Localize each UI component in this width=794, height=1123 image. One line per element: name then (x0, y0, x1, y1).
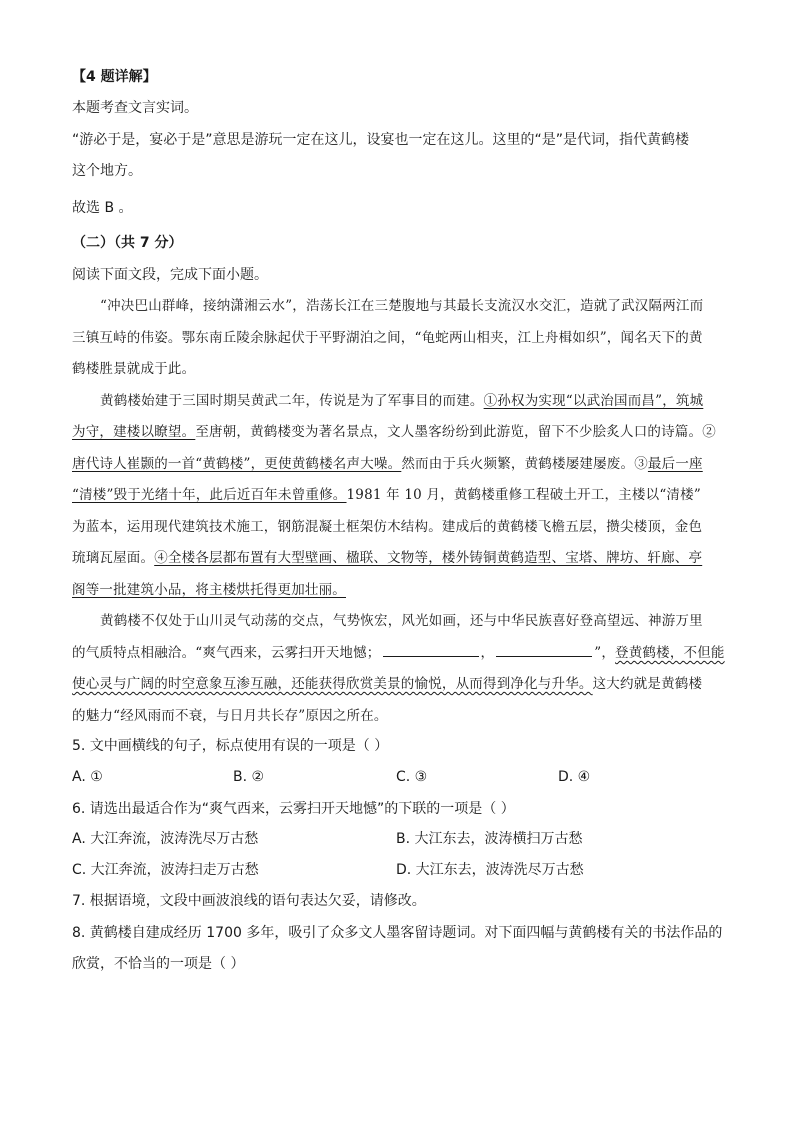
q6-option-d[interactable]: D. 大江东去，波涛洗尽万古愁 (396, 862, 584, 878)
passage-p2-line-2 (72, 423, 716, 441)
part-heading: （二）（共 7 分） (72, 235, 183, 251)
wavy-sentence: 登黄鹤楼，不但能 (615, 645, 725, 661)
passage-text: 黄鹤楼始建于三国时期吴黄武二年，传说是为了军事目的而建。 (100, 393, 484, 409)
q5-option-a[interactable]: A. ① (72, 769, 103, 785)
passage-p2-line-7 (72, 581, 346, 599)
question-8-line-1: 8. 黄鹤楼自建成经历 1700 多年，吸引了众多文人墨客留诗题词。对下面四幅与黄鹤楼有关的书法作品的 (72, 925, 723, 941)
passage-p3-line-3 (72, 675, 702, 693)
underlined-sentence-3-end: “清楼”毁于光绪十年，此后近百年未曾重修。 (72, 487, 347, 503)
section-intro: 本题考查文言实词。 (72, 100, 198, 116)
blank-separator: ， (480, 645, 495, 661)
passage-p1-line-3: 鹤楼胜景就成于此。 (72, 361, 196, 377)
underlined-sentence-2: 唐代诗人崔颢的一首“黄鹤楼”，更使黄鹤楼名声大噪。 (72, 456, 402, 472)
passage-p3-line-1: 黄鹤楼不仅处于山川灵气动荡的交点，气势恢宏，风光如画，还与中华民族喜好登高望远、神游万里 (100, 613, 703, 629)
passage-text: 然而由于兵火频繁，黄鹤楼屡建屡废。③ (401, 456, 648, 472)
passage-p2-line-3 (72, 455, 703, 473)
passage-text: 琉璃瓦屋面。 (72, 550, 155, 566)
answer-line: 故选 B 。 (72, 200, 133, 216)
underlined-sentence-4-end: 阁等一批建筑小品，将主楼烘托得更加壮丽。 (72, 582, 346, 598)
q6-option-c[interactable]: C. 大江奔流，波涛扫走万古愁 (72, 862, 259, 878)
q5-option-b[interactable]: B. ② (233, 769, 265, 785)
underlined-sentence-4: ④全楼各层都布置有大型壁画、楹联、文物等，楼外铸铜黄鹤造型、宝塔、牌坊、轩廊、亭 (154, 550, 703, 566)
passage-text: 这大约就是黄鹤楼 (592, 676, 703, 692)
q6-option-b[interactable]: B. 大江东去，波涛横扫万古愁 (396, 831, 583, 847)
fill-blank-1[interactable] (383, 644, 479, 657)
explanation-line-2: 这个地方。 (72, 163, 142, 179)
q5-option-d[interactable]: D. ④ (558, 769, 591, 785)
section-heading: 【4 题详解】 (72, 69, 157, 85)
fill-blank-2[interactable] (496, 644, 592, 657)
passage-text: ”， (594, 645, 616, 661)
q6-option-a[interactable]: A. 大江奔流，波涛洗尽万古愁 (72, 831, 259, 847)
passage-p2-line-4 (72, 486, 701, 504)
passage-p2-line-6 (72, 549, 702, 567)
part-instruction: 阅读下面文段，完成下面小题。 (72, 267, 268, 283)
question-8-line-2: 欣赏，不恰当的一项是（ ） (72, 956, 245, 972)
passage-text: 的气质特点相融洽。“爽气西来，云雾扫开天地憾； (72, 645, 381, 661)
passage-p1-line-2: 三镇互峙的伟姿。鄂东南丘陵余脉起伏于平野湖泊之间，“龟蛇两山相夹，江上舟楫如织”，闻名天下的黄 (72, 330, 703, 346)
passage-text: 1981 年 10 月，黄鹤楼重修工程破土开工，主楼以“清楼” (346, 487, 701, 503)
wavy-sentence-end: 使心灵与广阔的时空意象互渗互融，还能获得欣赏美景的愉悦，从而得到净化与升华。 (72, 676, 593, 692)
passage-p2-line-5: 为蓝本，运用现代建筑技术施工，钢筋混凝土框架仿木结构。建成后的黄鹤楼飞檐五层，攒尖楼顶，金色 (72, 519, 703, 535)
question-6: 6. 请选出最适合作为“爽气西来，云雾扫开天地憾”的下联的一项是（ ） (72, 801, 515, 817)
question-7: 7. 根据语境，文段中画波浪线的语句表达欠妥，请修改。 (72, 893, 426, 909)
passage-p3-line-4: 的魅力“经风雨而不衰，与日月共长存”原因之所在。 (72, 708, 388, 724)
q5-option-c[interactable]: C. ③ (396, 769, 428, 785)
underlined-sentence-3: 最后一座 (647, 456, 703, 472)
passage-p2-line-1 (100, 392, 703, 410)
question-5: 5. 文中画横线的句子，标点使用有误的一项是（ ） (72, 738, 389, 754)
passage-p1-line-1: “冲决巴山群峰，接纳潇湘云水”，浩荡长江在三楚腹地与其最长支流汉水交汇，造就了武汉隔两江而 (100, 298, 704, 314)
passage-text: 至唐朝，黄鹤楼变为著名景点，文人墨客纷纷到此游览，留下不少脍炙人口的诗篇。② (195, 424, 716, 440)
passage-p3-line-2 (72, 644, 725, 662)
underlined-sentence-1-end: 为守，建楼以瞭望。 (72, 424, 196, 440)
underlined-sentence-1: ①孙权为实现“以武治国而昌”，筑城 (483, 393, 704, 409)
explanation-line-1: “游必于是，宴必于是”意思是游玩一定在这儿，设宴也一定在这儿。这里的“是”是代词，指代黄鹤楼 (72, 132, 690, 148)
